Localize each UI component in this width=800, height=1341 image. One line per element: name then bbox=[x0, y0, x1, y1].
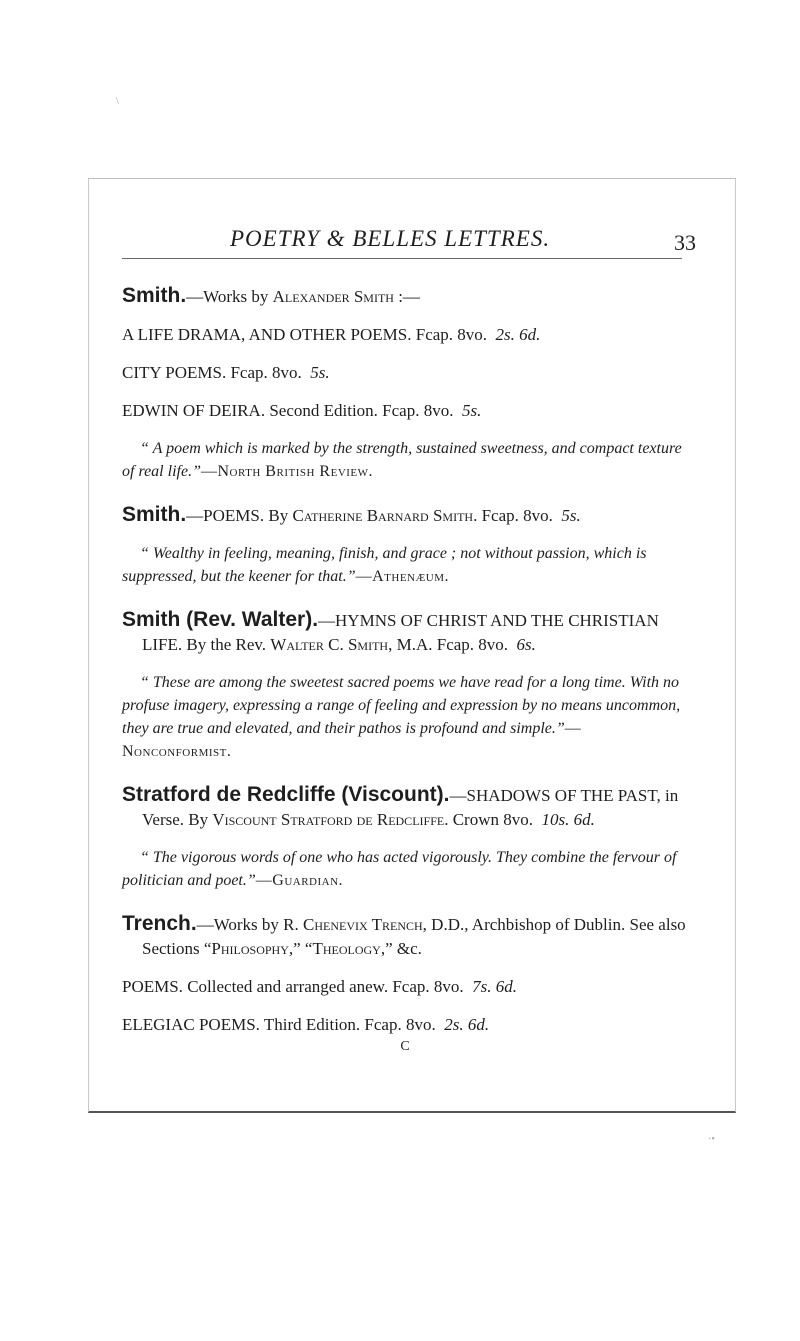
author-fullname: Catherine Barnard Smith. bbox=[292, 506, 478, 525]
quote-source: —Guardian. bbox=[255, 872, 344, 889]
review-quote bbox=[122, 846, 688, 892]
running-title: POETRY & BELLES LETTRES. bbox=[230, 226, 551, 251]
book-price: 5s. bbox=[461, 401, 482, 420]
quote-source: —Athenæum. bbox=[355, 568, 449, 585]
review-quote bbox=[122, 671, 688, 763]
entry-smith-alexander: Smith.—Works by Alexander Smith :— bbox=[122, 284, 420, 307]
book-price: 10s. 6d. bbox=[541, 810, 595, 829]
book-price: 6s. bbox=[516, 635, 536, 654]
book-title: —SHADOWS OF THE PAST, in Verse. bbox=[142, 786, 679, 829]
review-quote bbox=[122, 542, 688, 588]
book-price: 2s. 6d. bbox=[444, 1015, 490, 1034]
book-price: 2s. 6d. bbox=[495, 325, 541, 344]
book-listing: EDWIN OF DEIRA. Second Edition. Fcap. 8vo. 5s. bbox=[122, 401, 482, 420]
author-fullname: Alexander Smith bbox=[272, 287, 394, 306]
quote-text: “ These are among the sweetest sacred poems we have read for a long time. With no profuse imagery, expressing a range of feeling and expression by no means uncommon, they are true and elevated, and their pathos is profound and simple.” bbox=[122, 674, 681, 737]
book-listing: ELEGIAC POEMS. Third Edition. Fcap. 8vo. 2s. 6d. bbox=[122, 1015, 490, 1034]
book-title: EDWIN OF DEIRA. bbox=[122, 401, 266, 420]
book-title: —POEMS. bbox=[186, 506, 265, 525]
author-name: Smith (Rev. Walter). bbox=[122, 608, 319, 631]
entry-stratford: Stratford de Redcliffe (Viscount).—SHADOWS OF THE PAST, in Verse. By Viscount Stratford de Redcliffe. Crown 8vo. 10s. 6d. bbox=[122, 783, 679, 829]
author-name: Stratford de Redcliffe (Viscount). bbox=[122, 783, 450, 806]
signature-mark: C bbox=[400, 1039, 410, 1054]
catalogue-content bbox=[122, 284, 688, 1055]
book-price: 5s. bbox=[561, 506, 581, 525]
stray-mark: \ bbox=[116, 96, 119, 107]
quote-source: —North British Review. bbox=[200, 463, 374, 480]
entry-smith-catherine: Smith.—POEMS. By Catherine Barnard Smith. Fcap. 8vo. 5s. bbox=[122, 503, 581, 526]
section-reference: Philosophy, bbox=[211, 939, 294, 958]
running-header bbox=[120, 226, 696, 266]
book-title: ELEGIAC POEMS. bbox=[122, 1015, 260, 1034]
author-name: Trench. bbox=[122, 912, 197, 935]
quote-source: —Nonconformist. bbox=[122, 720, 582, 760]
book-title: A LIFE DRAMA, AND OTHER POEMS. bbox=[122, 325, 412, 344]
review-quote bbox=[122, 437, 688, 483]
book-listing: POEMS. Collected and arranged anew. Fcap. 8vo. 7s. 6d. bbox=[122, 977, 518, 996]
page-number: 33 bbox=[674, 230, 696, 255]
quote-text: “ The vigorous words of one who has acted vigorously. They combine the fervour of politician and poet.” bbox=[122, 849, 677, 889]
book-title: —HYMNS OF CHRIST AND THE CHRISTIAN LIFE. bbox=[142, 611, 659, 654]
author-fullname: Viscount Stratford de Redcliffe. bbox=[212, 810, 449, 829]
section-reference: Theology, bbox=[312, 939, 386, 958]
author-fullname: R. Chenevix Trench, D.D., bbox=[283, 915, 469, 934]
author-fullname: Walter C. Smith, M.A. bbox=[270, 635, 433, 654]
entry-trench: Trench.—Works by R. Chenevix Trench, D.D., Archbishop of Dublin. See also Sections “Philosophy,” “Theology,” &c. bbox=[122, 912, 686, 958]
book-listing: CITY POEMS. Fcap. 8vo. 5s. bbox=[122, 363, 330, 382]
author-name: Smith. bbox=[122, 284, 187, 307]
entry-smith-walter: Smith (Rev. Walter).—HYMNS OF CHRIST AND THE CHRISTIAN LIFE. By the Rev. Walter C. Smith, M.A. Fcap. 8vo. 6s. bbox=[122, 608, 659, 654]
edge-marks: ·• bbox=[708, 1134, 715, 1145]
quote-text: “ A poem which is marked by the strength, sustained sweetness, and compact texture of real life.” bbox=[122, 440, 682, 480]
book-title: CITY POEMS. bbox=[122, 363, 227, 382]
author-name: Smith. bbox=[122, 503, 187, 526]
book-listing: A LIFE DRAMA, AND OTHER POEMS. Fcap. 8vo. 2s. 6d. bbox=[122, 325, 541, 344]
book-price: 7s. 6d. bbox=[472, 977, 518, 996]
header-rule bbox=[122, 258, 682, 259]
quote-text: “ Wealthy in feeling, meaning, finish, and grace ; not without passion, which is suppressed, but the keener for that.” bbox=[122, 545, 647, 585]
book-price: 5s. bbox=[310, 363, 330, 382]
book-title: POEMS. bbox=[122, 977, 183, 996]
